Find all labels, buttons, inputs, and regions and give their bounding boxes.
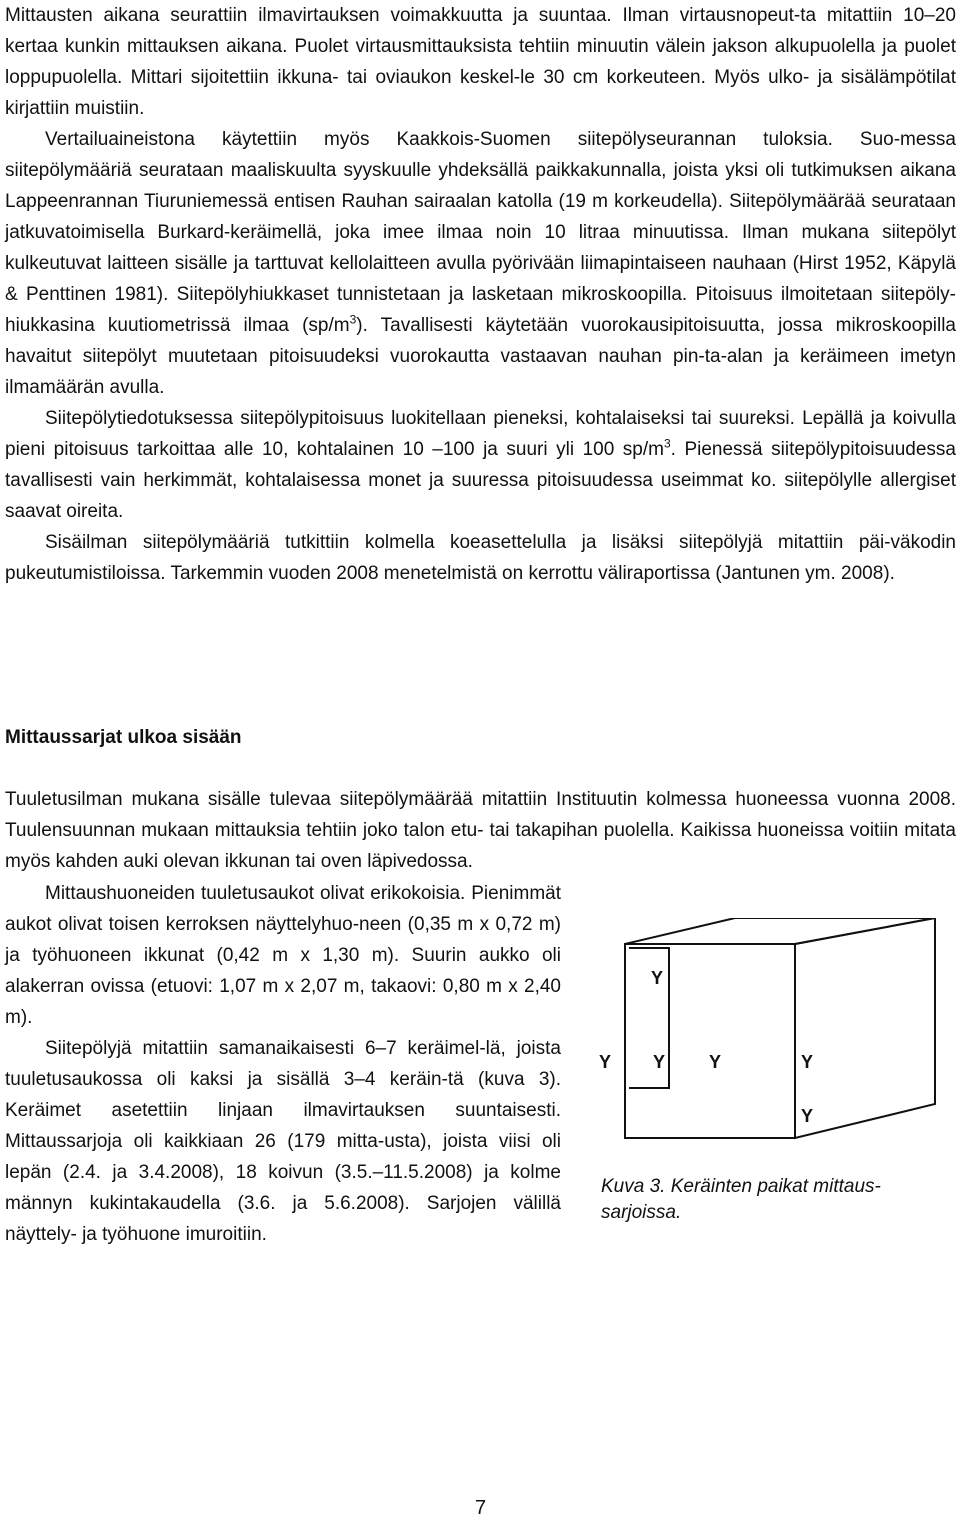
room-top-face [625,918,935,944]
paragraph-openings: Mittaushuoneiden tuuletusaukot olivat erikokoisia. Pienimmät aukot olivat toisen kerroksen näyttelyhuo-neen (0,35 m x 0,72 m) ja työhuoneen ikkunat (0,42 m x 1,30 m). Suurin aukko oli alakerran ovissa (etuovi: 1,07 m x 2,07 m, takaovi: 0,80 m x 2,40 m). [5,883,561,1028]
collector-marker: Y [708,1052,722,1072]
room-diagram [593,918,953,1168]
room-side-face [795,918,935,1138]
superscript: 3 [349,312,357,327]
page-number: 7 [475,1497,487,1519]
intro-section [5,0,956,589]
paragraph-ventilation: Tuuletusilman mukana sisälle tulevaa siitepölymäärää mitattiin Instituutin kolmessa huoneessa vuonna 2008. Tuulensuunnan mukaan mittauksia tehtiin joko talon etu- tai takapihan puolella. Kaikissa huoneissa voitiin mitata myös kahden auki olevan ikkunan tai oven läpivedossa. [5,789,956,872]
paragraph-classification [5,403,956,527]
text-run: Vertailuaineistona käytettiin myös Kaakkois-Suomen siitepölyseurannan tuloksia. Suo-messa siitepölymääriä seurataan maaliskuulta syyskuulle yhdeksällä paikkakunnalla, joista yksi oli tutkimuksen aikana Lappeenrannan Tiuruniemessä entisen Rauhan sairaalan katolla (19 m korkeudella). Siitepölymäärää seurataan jatkuvatoimisella Burkard-keräimellä, joka imee ilmaa noin 10 litraa minuutissa. Ilman mukana siitepölyt kulkeutuvat laitteen sisälle ja tarttuvat kellolaitteen avulla pyörivään liimapintaiseen nauhaan (Hirst 1952, Käpylä & Penttinen 1981). Siitepölyhiukkaset tunnistetaan ja lasketaan mikroskoopilla. Pitoisuus ilmoitetaan siitepöly-hiukkasina kuutiometrissä ilmaa (sp/m [5,129,956,336]
figure-collector-positions [593,918,953,1238]
collector-marker: Y [598,1052,612,1072]
text-run: Siitepölytiedotuksessa siitepölypitoisuus luokitellaan pieneksi, kohtalaiseksi tai suureksi. Lepällä ja koivulla pieni pitoisuus tarkoittaa alle 10, kohtalainen 10 –100 ja suuri yli 100 sp/m [5,408,956,460]
collector-marker: Y [650,968,664,988]
paragraph-airflow: Mittausten aikana seurattiin ilmavirtauksen voimakkuutta ja suuntaa. Ilman virtausnopeut-ta mitattiin 10–20 kertaa kunkin mittauksen aikana. Puolet virtausmittauksista tehtiin minuutin välein jakson alkupuolella ja puolet loppupuolella. Mittari sijoitettiin ikkuna- tai oviaukon keskel-le 30 cm korkeuteen. Myös ulko- ja sisälämpötilat kirjattiin muistiin. [5,5,956,119]
superscript: 3 [663,436,671,451]
text-run: . Pienessä siitepölypitoisuudessa tavallisesti vain herkimmät, kohtalaisessa monet ja suuressa pitoisuudessa useimmat ko. siitepölylle allergiset saavat oireita. [5,439,956,522]
text-run: ). Tavallisesti käytetään vuorokausipitoisuutta, jossa mikroskoopilla havaitut siitepölyt muutetaan pitoisuudeksi vuorokautta vastaavan nauhan pin-ta-alan ja keräimeen imetyn ilmamäärän avulla. [5,315,956,398]
section-heading: Mittaussarjat ulkoa sisään [5,727,242,748]
collector-marker: Y [800,1052,814,1072]
section-body [5,784,956,877]
figure-caption: Kuva 3. Keräinten paikat mittaus-sarjoissa. [601,1176,881,1223]
left-column [5,878,561,1250]
paragraph-collectors: Siitepölyjä mitattiin samanaikaisesti 6–7 keräimel-lä, joista tuuletusaukossa oli kaksi ja sisällä 3–4 keräin-tä (kuva 3). Keräimet asetettiin linjaan ilmavirtauksen suuntaisesti. Mittaussarjoja oli kaikkiaan 26 (179 mitta-usta), joista viisi oli lepän (2.4. ja 3.4.2008), 18 koivun (3.5.–11.5.2008) ja kolme männyn kukintakaudella (3.6. ja 5.6.2008). Sarjojen välillä näyttely- ja työhuone imuroitiin. [5,1038,561,1245]
paragraph-indoor-air: Sisäilman siitepölymääriä tutkittiin kolmella koeasettelulla ja lisäksi siitepölyjä mitattiin päi-väkodin pukeutumistiloissa. Tarkemmin vuoden 2008 menetelmistä on kerrottu väliraportissa (Jantunen ym. 2008). [5,532,956,584]
paragraph-reference-data [5,124,956,403]
collector-marker: Y [800,1106,814,1126]
collector-marker: Y [652,1052,666,1072]
